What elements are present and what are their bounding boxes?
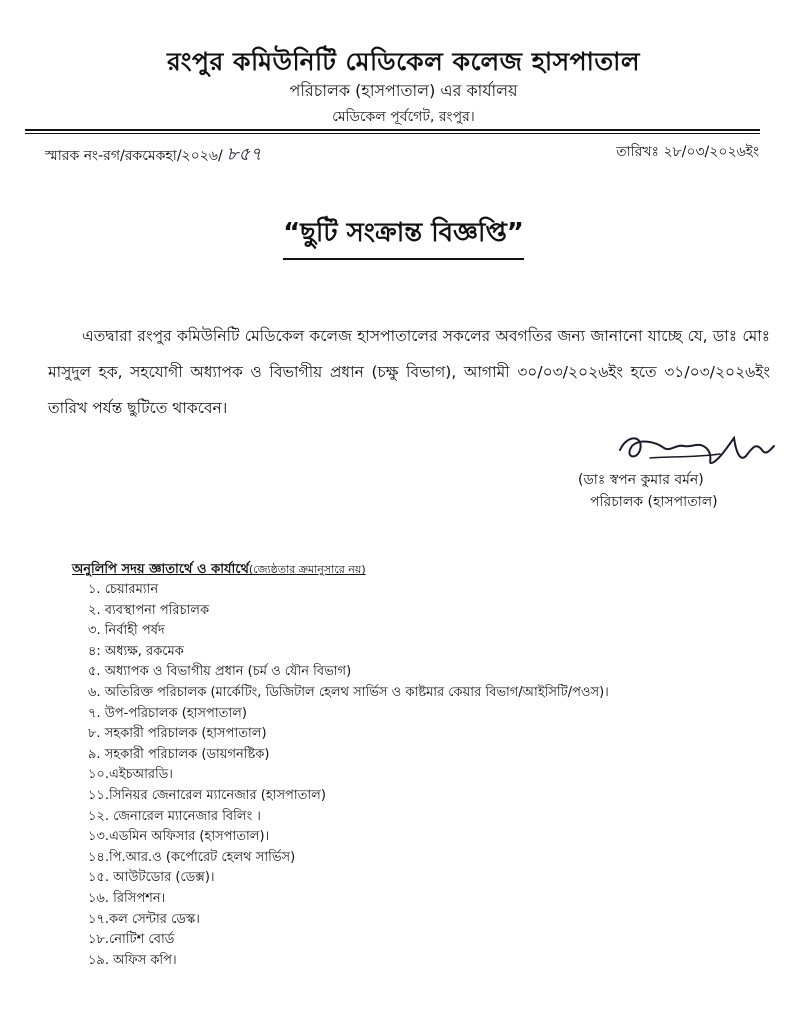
- cc-item: ১৬. রিসিপশন।: [88, 890, 166, 906]
- cc-item: ৫. অধ্যাপক ও বিভাগীয় প্রধান (চর্ম ও যৌন বিভাগ): [88, 664, 352, 680]
- cc-item: ৬. অতিরিক্ত পরিচালক (মার্কেটিং, ডিজিটাল হেলথ সার্ভিস ও কাষ্টমার কেয়ার বিভাগ/আইসিটি/পওস)।: [88, 684, 609, 700]
- cc-item: ১১.সিনিয়র জেনারেল ম্যানেজার (হাসপাতাল): [88, 787, 326, 803]
- cc-list: [88, 580, 609, 971]
- cc-item: ৩. নির্বাহী পর্ষদ: [88, 623, 165, 639]
- memo-label: স্মারক নং-রগ/রকমেকহা/২০২৬/: [45, 148, 223, 164]
- office-address: মেডিকেল পূর্বগেট, রংপুর।: [332, 109, 475, 125]
- cc-item: ৯. সহকারী পরিচালক (ডায়গনষ্টিক): [88, 746, 270, 762]
- notice-title: [0, 212, 807, 260]
- cc-item: ৭. উপ-পরিচালক (হাসপাতাল): [88, 705, 247, 721]
- signer-title: পরিচালক (হাসপাতাল): [590, 494, 718, 510]
- cc-item: ১০.এইচআরডি।: [88, 767, 173, 783]
- cc-item: ১৪.পি.আর.ও (কর্পোরেট হেলথ সার্ভিস): [88, 849, 296, 865]
- cc-item: ৮. সহকারী পরিচালক (হাসপাতাল): [88, 726, 267, 742]
- memo-number: [45, 140, 262, 171]
- cc-item: ৪: অধ্যক্ষ, রকমেক: [88, 643, 184, 659]
- notice-body: [48, 318, 770, 426]
- office-name: পরিচালক (হাসপাতাল) এর কার্যালয়: [289, 81, 518, 100]
- signer-name: (ডাঃ স্বপন কুমার বর্মন): [578, 472, 704, 488]
- cc-item: ১. চেয়ারম্যান: [88, 582, 159, 597]
- cc-item: ১৩.এডমিন অফিসার (হাসপাতাল)।: [88, 829, 270, 845]
- cc-item: ১৮.নোটিশ বোর্ড: [88, 932, 175, 948]
- cc-heading-text: অনুলিপি সদয় জ্ঞাতার্থে ও কার্যার্থে: [72, 562, 249, 577]
- cc-item: ১৫. আউটডোর (ডেক্স)।: [88, 870, 215, 886]
- notice-paragraph: এতদ্বারা রংপুর কমিউনিটি মেডিকেল কলেজ হাসপাতালের সকলের অবগতির জন্য জানানো যাচ্ছে যে, ডাঃ মোঃ মাসুদুল হক, সহযোগী অধ্যাপক ও বিভাগীয় প্রধান (চক্ষু বিভাগ), আগামী ৩০/০৩/২০২৬ইং হতে ৩১/০৩/২০২৬ইং তারিখ পর্যন্ত ছুটিতে থাকবেন।: [48, 327, 770, 417]
- cc-heading: [72, 560, 366, 581]
- header-divider: [25, 129, 760, 131]
- notice-title-text: “ছুটি সংক্রান্ত বিজ্ঞপ্তি”: [283, 212, 524, 260]
- cc-item: ১৭.কল সেন্টার ডেস্ক।: [88, 911, 200, 927]
- memo-handwritten-number: ৮৫৭: [226, 144, 262, 165]
- org-name: রংপুর কমিউনিটি মেডিকেল কলেজ হাসপাতাল: [167, 47, 640, 76]
- cc-item: ১৯. অফিস কপি।: [88, 952, 177, 968]
- cc-item: ২. ব্যবস্থাপনা পরিচালক: [88, 602, 210, 618]
- header-divider-thin: [25, 133, 760, 134]
- cc-item: ১২. জেনারেল ম্যানেজার বিলিং ।: [88, 808, 261, 824]
- cc-heading-note: (জ্যেষ্ঠতার ক্রমানুসারে নয়): [248, 563, 366, 576]
- issue-date: তারিখঃ ২৮/০৩/২০২৬ইং: [616, 144, 759, 160]
